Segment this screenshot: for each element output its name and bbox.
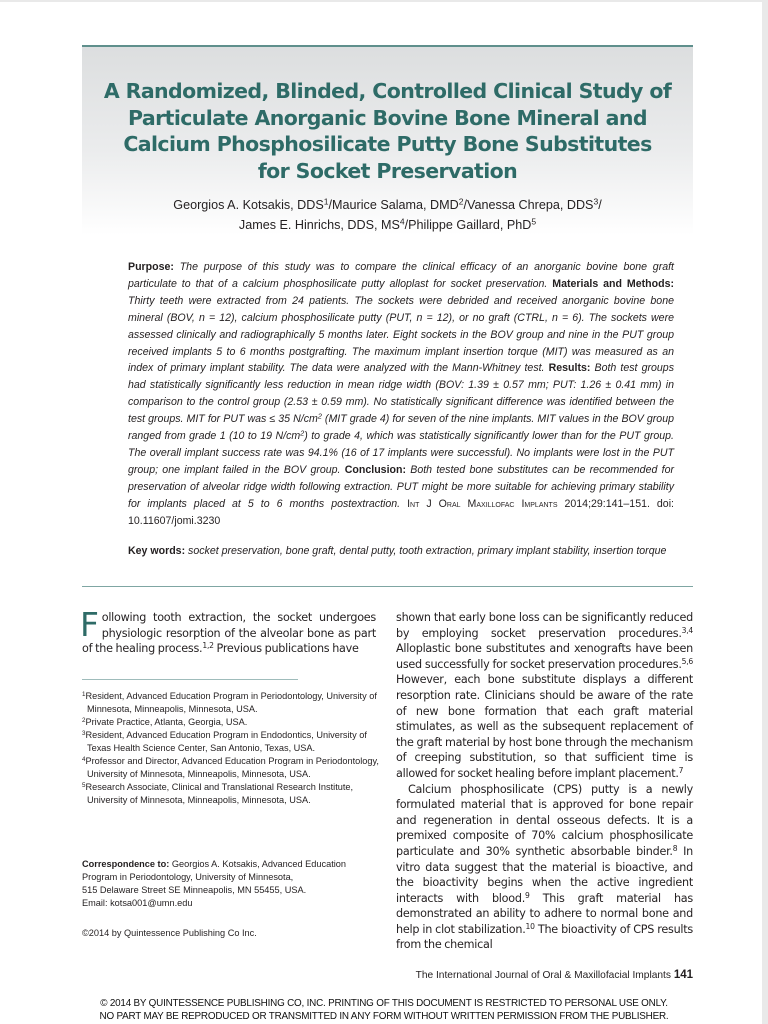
abstract-purpose-text: The purpose of this study was to compare the clinical efficacy of an anorganic bovine bone graft particulate to that of a calcium phosphosilicate putty alloplast for socket preservation. — [128, 261, 674, 290]
journal-name: The International Journal of Oral & Maxillofacial Implants — [415, 970, 671, 981]
title-line: Particulate Anorganic Bovine Bone Mineral and — [128, 105, 647, 130]
citation-sup: 7 — [678, 766, 684, 776]
body-text: Previous publications have — [213, 642, 359, 656]
author-sep: / — [463, 198, 467, 212]
keywords — [128, 543, 674, 560]
title-line: Calcium Phosphosilicate Putty Bone Substitutes — [123, 132, 652, 156]
affil-text: Resident, Advanced Education Program in Endodontics, University of Texas Health Science Center, San Antonio, Texas, USA. — [85, 730, 367, 753]
abstract-methods-text: Thirty teeth were extracted from 24 patients. The sockets were debrided and received anorganic bovine bone mineral (BOV, n = 12), calcium phosphosilicate putty (PUT, n = 12), or no graft (CTRL, n = 6). The sockets were assessed clinically and radiographically 5 months later. Eight sockets in the BOV group and nine in the PUT group received implants 5 to 6 months postgrafting. The maximum implant insertion torque (MIT) was measured as an index of primary implant stability. The data were analyzed with the Mann-Whitney test. — [128, 294, 674, 375]
author-affil-sup: 3 — [593, 196, 599, 207]
legal-line: © 2014 BY QUINTESSENCE PUBLISHING CO, INC. PRINTING OF THIS DOCUMENT IS RESTRICTED TO PERSONAL USE ONLY. — [100, 998, 668, 1009]
abstract-purpose-label: Purpose: — [128, 261, 174, 273]
citation-doi: 2014;29:141–151. doi: 10.11607/jomi.3230 — [128, 497, 674, 527]
author-affil-sup: 5 — [531, 216, 537, 227]
running-footer — [380, 968, 693, 983]
affil-sup: 4 — [82, 755, 86, 763]
abstract-results-text: (MIT grade 4) for seven of the nine implants. MIT values in the BOV group ranged from grade 1 (10 to 19 N/cm — [128, 413, 674, 443]
abstract-conclusion-text: Both tested bone substitutes can be recommended for preservation of alveolar ridge width following extraction. PUT might be more suitable for achieving primary stability for implants placed at 5 to 6 months postextraction. — [128, 463, 674, 510]
correspondence — [82, 858, 382, 910]
keywords-label: Key words: — [128, 545, 186, 557]
author-affil-sup: 1 — [323, 196, 329, 207]
body-paragraph — [80, 605, 376, 657]
author-name: Maurice Salama, DMD — [332, 198, 459, 212]
citation-sup: 10 — [525, 922, 535, 932]
affiliations — [82, 690, 382, 807]
body-paragraph — [396, 610, 693, 782]
abstract-conclusion-label: Conclusion: — [344, 463, 406, 476]
author-affil-sup: 2 — [458, 196, 464, 207]
affiliation-item — [82, 729, 382, 755]
title-line: A Randomized, Blinded, Controlled Clinical Study of — [103, 79, 672, 103]
citation-sup: 5,6 — [681, 656, 693, 666]
correspondence-label: Correspondence to: — [82, 859, 170, 869]
author-sep: / — [598, 198, 602, 212]
correspondence-email[interactable]: Email: kotsa001@umn.edu — [82, 898, 193, 908]
body-text: ollowing tooth extraction, the socket undergoes physiologic resorption of the alveolar bone as part of the healing process. — [82, 611, 376, 656]
superscript: 2 — [317, 411, 322, 421]
citation-sup: 9 — [525, 890, 530, 900]
affil-sup: 2 — [82, 716, 86, 724]
copyright-line: ©2014 by Quintessence Publishing Co Inc. — [82, 928, 257, 938]
affiliation-item — [82, 781, 382, 807]
body-column-right — [396, 610, 693, 953]
affil-sup: 5 — [82, 781, 86, 789]
citation-sup: 1,2 — [202, 641, 214, 651]
abstract-results-text: Both test groups had statistically significantly less reduction in mean ridge width (BOV: 1.39 ± 0.57 mm; PUT: 1.26 ± 0.41 mm) in comparison to the control group (2.53 ± 0.59 mm). No statistically significant difference was identified between the test groups. MIT for PUT was ≤ 35 N/cm — [128, 362, 675, 426]
article-title — [82, 78, 693, 184]
author-name: James E. Hinrichs, DDS, MS — [238, 218, 400, 232]
author-list — [82, 195, 693, 235]
footnote-divider — [82, 679, 298, 680]
affiliation-item — [82, 690, 382, 716]
page-sheet — [0, 2, 762, 1024]
affil-text: Resident, Advanced Education Program in Periodontology, University of Minnesota, Minneapolis, Minnesota, USA. — [85, 691, 377, 714]
author-name: Georgios A. Kotsakis, DDS — [173, 198, 324, 212]
legal-notice — [60, 998, 708, 1023]
body-text: In vitro data suggest that the material is bioactive, and the bioactivity begins when the active ingredient interacts with blood. — [396, 844, 693, 905]
abstract-methods-label: Materials and Methods: — [552, 277, 675, 290]
affiliation-item — [82, 716, 382, 729]
citation-sup: 3,4 — [681, 625, 693, 635]
author-name: Vanessa Chrepa, DDS — [466, 198, 594, 212]
journal-abbreviation: Int J Oral Maxillofac Implants — [407, 497, 558, 510]
page-number: 141 — [673, 969, 693, 981]
title-header-box — [82, 45, 693, 235]
citation-sup: 8 — [672, 844, 678, 854]
author-affil-sup: 4 — [399, 216, 405, 227]
abstract — [128, 259, 674, 530]
body-column-left — [80, 605, 376, 657]
body-text: shown that early bone loss can be significantly reduced by employing socket preservation procedures. — [396, 611, 693, 640]
body-text: However, each bone substitute displays a different resorption rate. Clinicians should be aware of the rate of new bone formation that each graft material stimulates, as well as the subsequent replacement of the graft material by host bone through the mechanism of creeping substitution, so that sufficient time is allowed for socket healing before implant placement. — [396, 673, 693, 780]
abstract-results-label: Results: — [548, 362, 591, 375]
author-name: Philippe Gaillard, PhD — [408, 218, 532, 232]
affil-text: Professor and Director, Advanced Education Program in Periodontology, University of Minnesota, Minneapolis, Minnesota, USA. — [85, 756, 379, 779]
abstract-results-text: ) to grade 4, which was statistically significantly lower than for the PUT group. The overall implant success rate was 94.1% (16 of 17 implants were successful). No implants were lost in the PUT group; one implant failed in the BOV group. — [128, 430, 674, 476]
body-text: This graft material has demonstrated an ability to adhere to normal bone and help in clot stabilization. — [396, 891, 693, 936]
affil-sup: 3 — [82, 729, 86, 737]
author-sep: / — [328, 198, 333, 212]
affil-sup: 1 — [82, 690, 86, 698]
legal-line: NO PART MAY BE REPRODUCED OR TRANSMITTED IN ANY FORM WITHOUT WRITTEN PERMISSION FROM THE PUBLISHER. — [99, 1010, 669, 1022]
correspondence-address: 515 Delaware Street SE Minneapolis, MN 55455, USA. — [82, 885, 307, 895]
correspondence-text: Georgios A. Kotsakis, Advanced Education Program in Periodontology, University of Minnesota, — [82, 859, 347, 882]
body-text: Calcium phosphosilicate (CPS) putty is a newly formulated material that is approved for bone repair and regeneration in dental osseous defects. It is a premixed composite of 70% calcium phosphosilicate particulate and 30% synthetic absorbable binder. — [396, 782, 693, 858]
drop-cap: F — [80, 605, 99, 644]
title-line: for Socket Preservation — [257, 158, 518, 183]
section-divider — [82, 586, 693, 587]
affil-text: Research Associate, Clinical and Translational Research Institute, University of Minnesota, Minneapolis, Minnesota, USA. — [85, 782, 354, 805]
author-sep: / — [404, 218, 409, 232]
affiliation-item — [82, 755, 382, 781]
superscript: 2 — [300, 428, 305, 438]
body-text: Alloplastic bone substitutes and xenografts have been used successfully for socket preservation procedures. — [396, 642, 693, 671]
body-text: The bioactivity of CPS results from the chemical — [396, 922, 693, 952]
affil-text: Private Practice, Atlanta, Georgia, USA. — [85, 717, 248, 727]
body-paragraph — [396, 782, 693, 954]
keywords-text: socket preservation, bone graft, dental putty, tooth extraction, primary implant stability, insertion torque — [185, 545, 667, 557]
